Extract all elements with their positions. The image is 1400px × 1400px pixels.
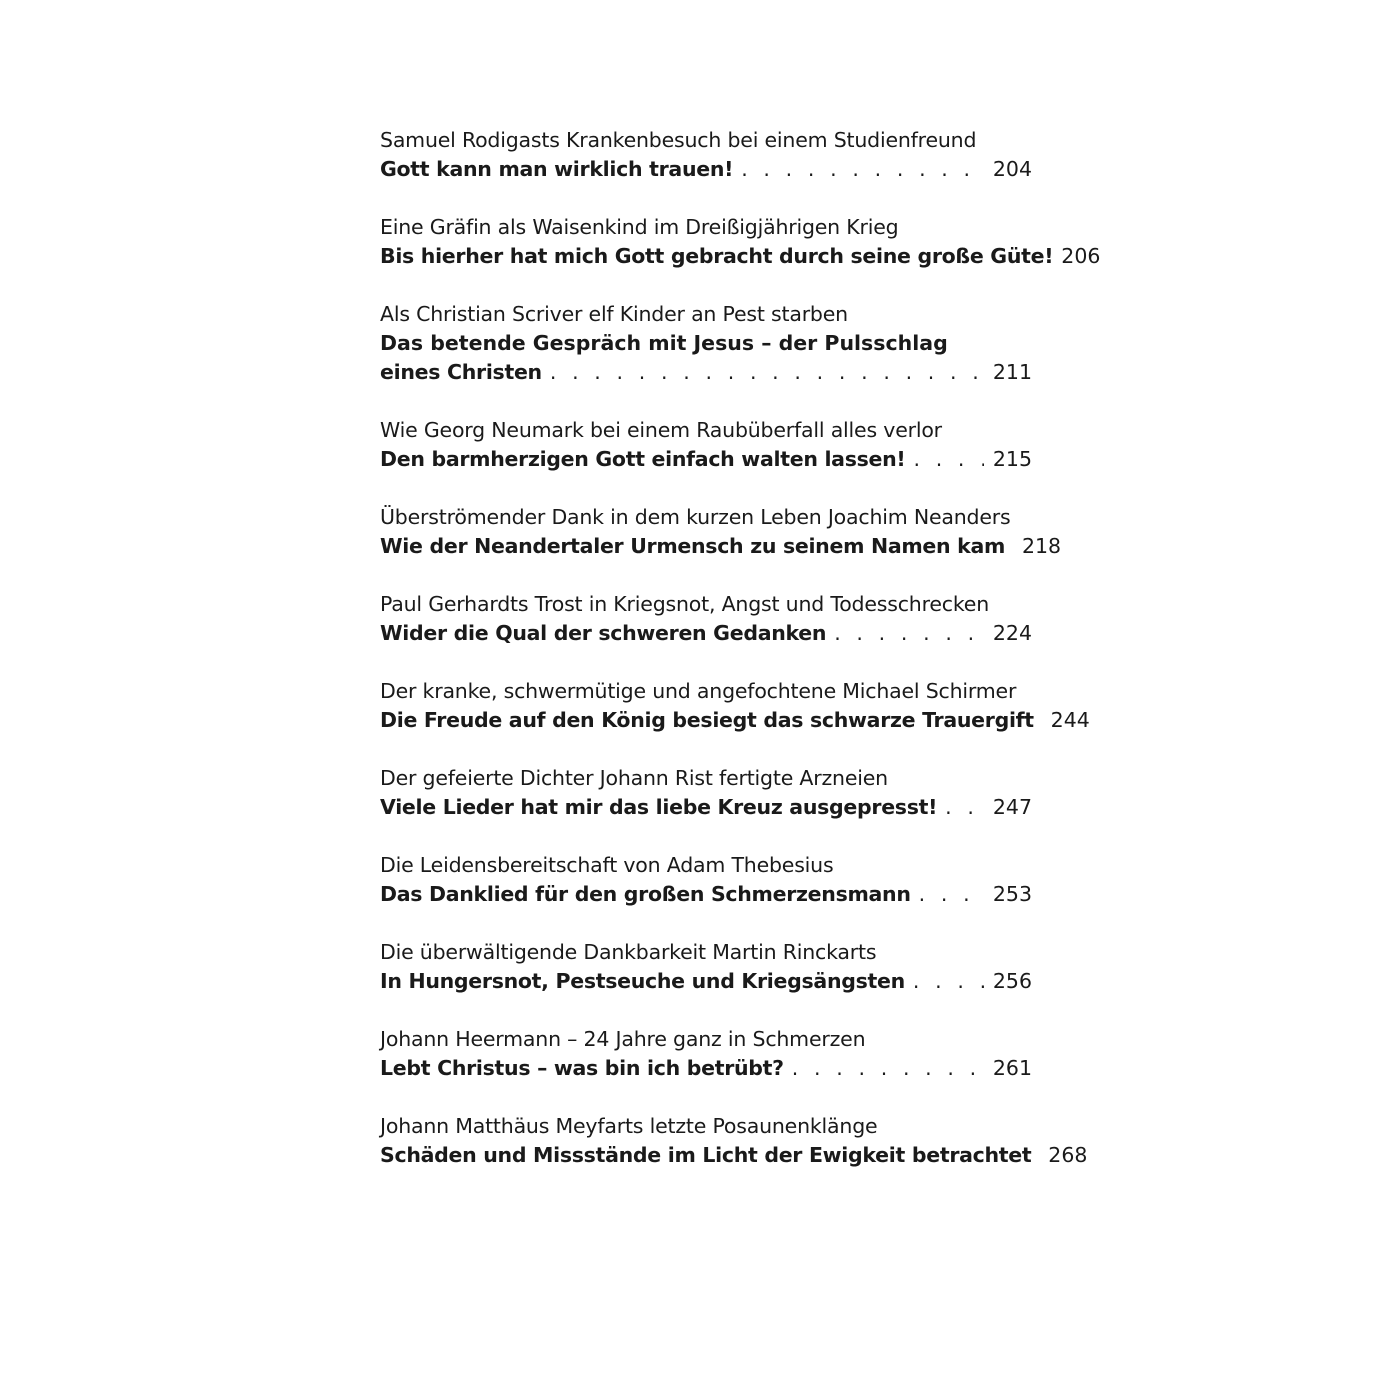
leader-dots (913, 967, 984, 996)
page-number: 218 (1021, 534, 1062, 558)
entry-title: Das Danklied für den großen Schmerzensmann (380, 882, 911, 906)
leader-dots (919, 880, 984, 909)
page-number: 247 (992, 795, 1032, 819)
entry-title-line[interactable] (380, 967, 1032, 996)
entry-title-line[interactable] (380, 358, 1032, 387)
table-of-contents (380, 126, 1101, 1199)
entry-subtitle: Der kranke, schwermütige und angefochtene Michael Schirmer (380, 679, 1017, 703)
leader-dots (741, 155, 984, 184)
entry-subtitle: Paul Gerhardts Trost in Kriegsnot, Angst und Todesschrecken (380, 592, 990, 616)
toc-entry[interactable] (380, 503, 1062, 561)
entry-title-line[interactable] (380, 793, 1032, 822)
entry-subtitle: Samuel Rodigasts Krankenbesuch bei einem Studienfreund (380, 128, 977, 152)
toc-entry[interactable] (380, 764, 1032, 822)
entry-title: Viele Lieder hat mir das liebe Kreuz ausgepresst! (380, 795, 938, 819)
page-number: 206 (1061, 244, 1101, 268)
toc-entry[interactable] (380, 300, 1032, 387)
entry-title: Wider die Qual der schweren Gedanken (380, 621, 827, 645)
entry-subtitle: Eine Gräfin als Waisenkind im Dreißigjährigen Krieg (380, 215, 899, 239)
toc-entry[interactable] (380, 126, 1032, 184)
entry-title-line[interactable] (380, 880, 1032, 909)
toc-entry[interactable] (380, 213, 1101, 271)
page-number: 224 (992, 621, 1032, 645)
entry-title-line[interactable] (380, 155, 1032, 184)
leader-dots (550, 358, 984, 387)
leader-dots (834, 619, 984, 648)
page-number: 244 (1050, 708, 1090, 732)
entry-title-line[interactable] (380, 706, 1090, 735)
leader-dots (792, 1054, 984, 1083)
entry-subtitle: Die Leidensbereitschaft von Adam Thebesius (380, 853, 834, 877)
toc-entry[interactable] (380, 1112, 1088, 1170)
entry-subtitle: Johann Heermann – 24 Jahre ganz in Schmerzen (380, 1027, 866, 1051)
entry-title-line[interactable] (380, 445, 1032, 474)
entry-title: In Hungersnot, Pestseuche und Kriegsängsten (380, 969, 905, 993)
entry-title: Die Freude auf den König besiegt das schwarze Trauergift (380, 708, 1034, 732)
entry-subtitle: Wie Georg Neumark bei einem Raubüberfall alles verlor (380, 418, 942, 442)
toc-entry[interactable] (380, 938, 1032, 996)
entry-title: eines Christen (380, 360, 542, 384)
entry-title: Schäden und Missstände im Licht der Ewigkeit betrachtet (380, 1143, 1032, 1167)
entry-title: Bis hierher hat mich Gott gebracht durch seine große Güte! (380, 244, 1054, 268)
entry-subtitle: Als Christian Scriver elf Kinder an Pest starben (380, 302, 848, 326)
entry-subtitle: Die überwältigende Dankbarkeit Martin Rinckarts (380, 940, 877, 964)
entry-title: Wie der Neandertaler Urmensch zu seinem Namen kam (380, 534, 1006, 558)
page-number: 268 (1048, 1143, 1088, 1167)
toc-entry[interactable] (380, 677, 1090, 735)
entry-title-line[interactable] (380, 242, 1101, 271)
toc-entry[interactable] (380, 416, 1032, 474)
toc-entry[interactable] (380, 1025, 1032, 1083)
entry-title-line[interactable] (380, 1141, 1088, 1170)
page-number: 204 (992, 157, 1032, 181)
entry-title: Lebt Christus – was bin ich betrübt? (380, 1056, 784, 1080)
entry-title: Gott kann man wirklich trauen! (380, 157, 734, 181)
entry-subtitle: Johann Matthäus Meyfarts letzte Posaunenklänge (380, 1114, 878, 1138)
entry-subtitle: Der gefeierte Dichter Johann Rist fertigte Arzneien (380, 766, 888, 790)
entry-title-first-line: Das betende Gespräch mit Jesus – der Pulsschlag (380, 331, 948, 355)
entry-title-line[interactable] (380, 1054, 1032, 1083)
entry-title: Den barmherzigen Gott einfach walten lassen! (380, 447, 906, 471)
page-number: 261 (992, 1056, 1032, 1080)
page-number: 256 (992, 969, 1032, 993)
page-number: 215 (992, 447, 1032, 471)
leader-dots (945, 793, 984, 822)
entry-title-line[interactable] (380, 619, 1032, 648)
toc-entry[interactable] (380, 590, 1032, 648)
toc-entry[interactable] (380, 851, 1032, 909)
entry-subtitle: Überströmender Dank in dem kurzen Leben Joachim Neanders (380, 505, 1011, 529)
page-number: 253 (992, 882, 1032, 906)
entry-title-line[interactable] (380, 532, 1062, 561)
leader-dots (913, 445, 984, 474)
page-number: 211 (992, 360, 1032, 384)
